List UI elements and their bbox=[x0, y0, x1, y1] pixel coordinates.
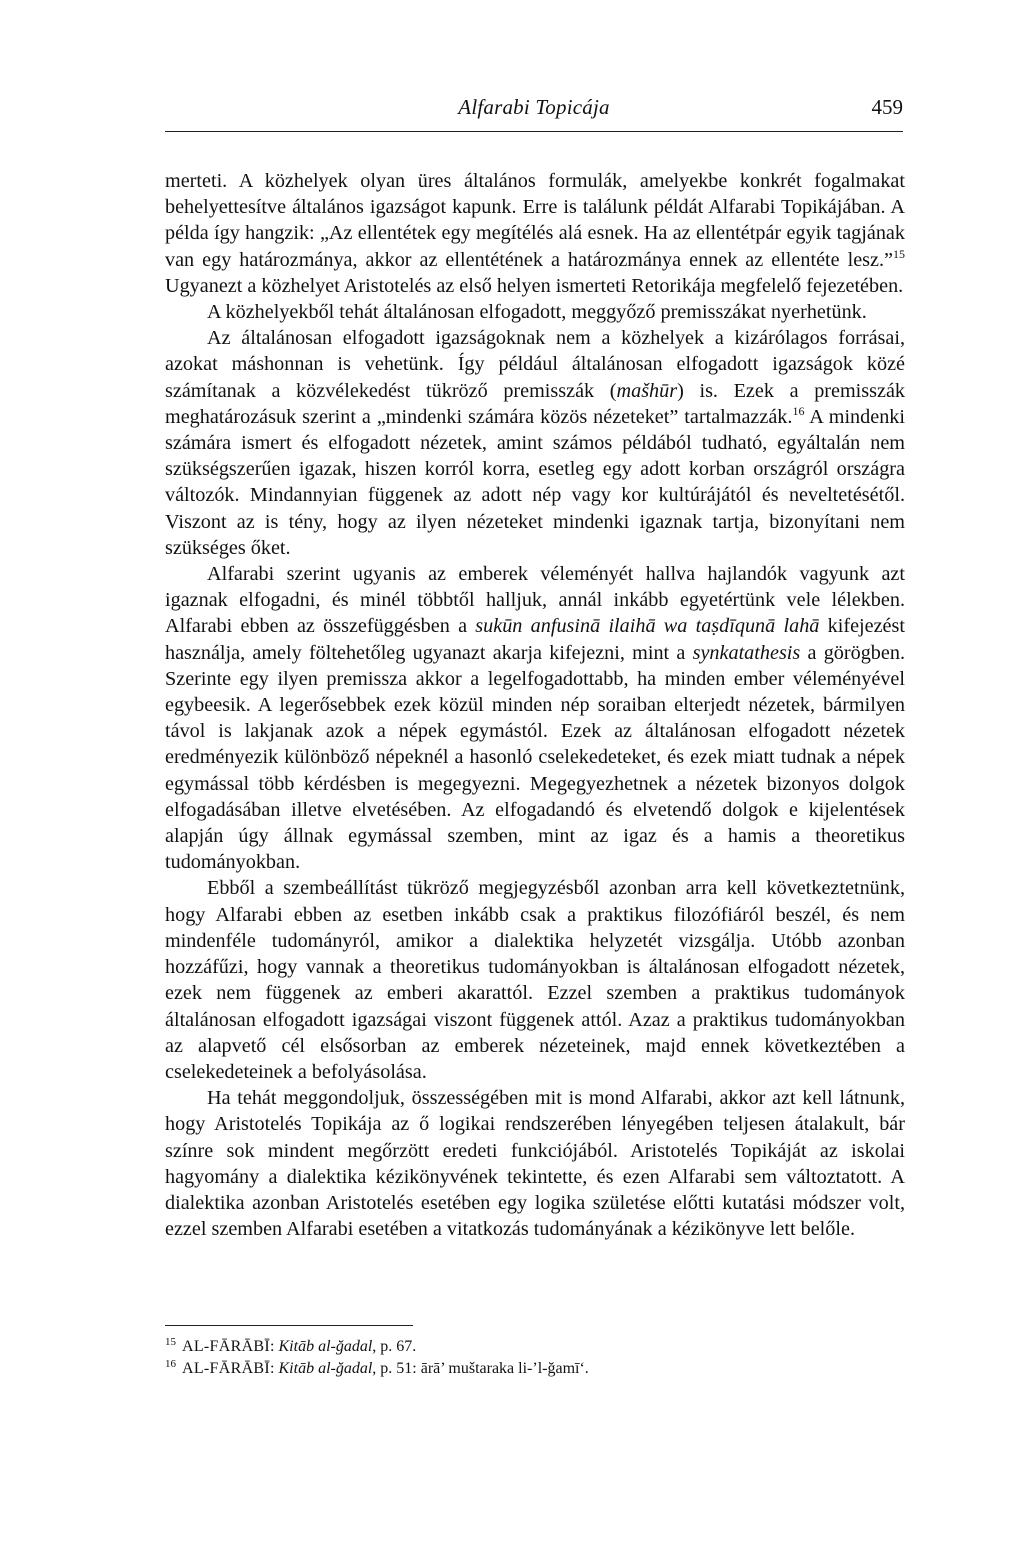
footnote-ref-15[interactable]: 15 bbox=[893, 246, 905, 261]
paragraph-4: Alfarabi szerint ugyanis az emberek véleményét hallva hajlandók vagyunk azt igaznak elfogadni, és minél többtől halljuk, annál inkább egyetértünk vele lélekben. Alfarabi ebben az összefüggésben a sukūn anfusinā ilaihā wa taṣdīqunā lahā kifejezést használja, amely föltehetőleg ugyanazt akarja kifejezni, mint a synkatathesis a görögben. Szerinte egy ilyen premissza akkor a legelfogadottabb, ha minden ember véleményével egybeesik. A legerősebbek ezek közül minden nép soraiban elterjedt nézetek, bármilyen távol is lakjanak azok a népek egymástól. Ezek az általánosan elfogadott nézetek eredményezik különböző népeknél a hasonló cselekedeteket, és ezek miatt tudnak a népek egymással több kérdésben is megegyezni. Megegyezhetnek a nézetek bizonyos dolgok elfogadásában illetve elvetésében. Az elfogadandó és elvetendő dolgok e kijelentések alapján úgy állnak egymással szemben, mint az igaz és a hamis a theoretikus tudományokban. bbox=[165, 563, 905, 874]
running-title: Alfarabi Topicája bbox=[458, 95, 610, 119]
body-text bbox=[165, 168, 905, 1242]
footnote-rest: , p. 51: ārā’ muštaraka li-’l-ğamī‘. bbox=[372, 1360, 589, 1377]
term-arabic-phrase: sukūn anfusinā ilaihā wa taṣdīqunā lahā bbox=[475, 615, 820, 638]
running-header bbox=[165, 95, 903, 132]
paragraph-2: A közhelyekből tehát általánosan elfogadott, meggyőző premisszákat nyerhetünk. bbox=[207, 301, 867, 324]
footnote-title: Kitāb al-ğadal bbox=[278, 1338, 373, 1355]
footnote-title: Kitāb al-ğadal bbox=[278, 1360, 373, 1377]
footnote-rest: , p. 67. bbox=[372, 1338, 417, 1355]
paragraph-5: Ebből a szembeállítást tükröző megjegyzésből azonban arra kell következtetnünk, hogy Alfarabi ebben az esetben inkább csak a praktikus filozófiáról beszél, és nem mindenféle tudományról, amikor a dialektika helyzetét vizsgálja. Utóbb azonban hozzáfűzi, hogy vannak a theoretikus tudományokban is általánosan elfogadott nézetek, ezek nem függenek az emberi akarattól. Ezzel szemben a praktikus tudományok általánosan elfogadott igazságai viszont függenek attól. Azaz a praktikus tudományokban az alapvető cél elsősorban az emberek nézeteinek, majd ennek következtében a cselekedeteinek a befolyásolása. bbox=[165, 877, 905, 1083]
footnote-15: $^{15}$ AL-FĀRĀBĪ: Kitāb al-ğadal, p. 67. bbox=[165, 1336, 417, 1355]
paragraph-1: merteti. A közhelyek olyan üres általános formulák, amelyekbe konkrét fogalmakat behelyettesítve általános igazságot kapunk. Erre is találunk példát Alfarabi Topikájában. A példa így hangzik: „Az ellentétek egy megítélés alá esnek. Ha az ellentétpár egyik tagjának van egy határozmánya, akkor az ellentétének a határozmánya ennek az ellentéte lesz.”$^{15}$ Ugyanezt a közhelyet Aristotelés az első helyen ismerteti Retorikája megfelelő fejezetében. bbox=[165, 170, 905, 297]
paragraph-3: Az általánosan elfogadott igazságoknak nem a közhelyek a kizárólagos forrásai, azokat máshonnan is vehetünk. Így például általánosan elfogadott igazságok közé számítanak a közvélekedést tükröző premisszák (mašhūr) is. Ezek a premisszák meghatározásuk szerint a „mindenki számára közös nézeteket” tartalmazzák.$^{16}$ A mindenki számára ismert és elfogadott nézetek, amint számos példából tudható, egyáltalán nem szükségszerűen igazak, hiszen korról korra, esetleg egy adott korban országról országra változók. Mindannyian függenek az adott nép vagy kor kultúrájától és neveltetésétől. Viszont az is tény, hogy az ilyen nézeteket mindenki igaznak tartja, bizonyítani nem szükséges őket. bbox=[165, 327, 906, 559]
term-mashur: mašhūr bbox=[616, 379, 678, 402]
term-synkatathesis: synkatathesis bbox=[692, 641, 801, 664]
footnote-16: $^{16}$ AL-FĀRĀBĪ: Kitāb al-ğadal, p. 51: ārā’ muštaraka li-’l-ğamī‘. bbox=[165, 1358, 589, 1377]
footnote-author: AL-FĀRĀBĪ bbox=[182, 1360, 271, 1377]
page-number: 459 bbox=[871, 95, 903, 119]
footnote-ref-16[interactable]: 16 bbox=[792, 403, 805, 418]
footnote-author: AL-FĀRĀBĪ bbox=[182, 1338, 271, 1355]
footnotes bbox=[165, 1336, 905, 1380]
paragraph-6: Ha tehát meggondoljuk, összességében mit is mond Alfarabi, akkor azt kell látnunk, hogy Aristotelés Topikája az ő logikai rendszerében lényegében teljesen átalakult, bár színre sok mindent megőrzött eredeti funkciójából. Aristotelés Topikáját az iskolai hagyomány a dialektika kézikönyvének tekintette, és ezen Alfarabi sem változtatott. A dialektika azonban Aristotelés esetében egy logika születése előtti kutatási módszer volt, ezzel szemben Alfarabi esetében a vitatkozás tudományának a kézikönyve lett belőle. bbox=[165, 1087, 905, 1241]
footnote-number: 15 bbox=[165, 1336, 176, 1348]
footnote-number: 16 bbox=[165, 1358, 176, 1370]
footnote-divider bbox=[165, 1325, 413, 1326]
